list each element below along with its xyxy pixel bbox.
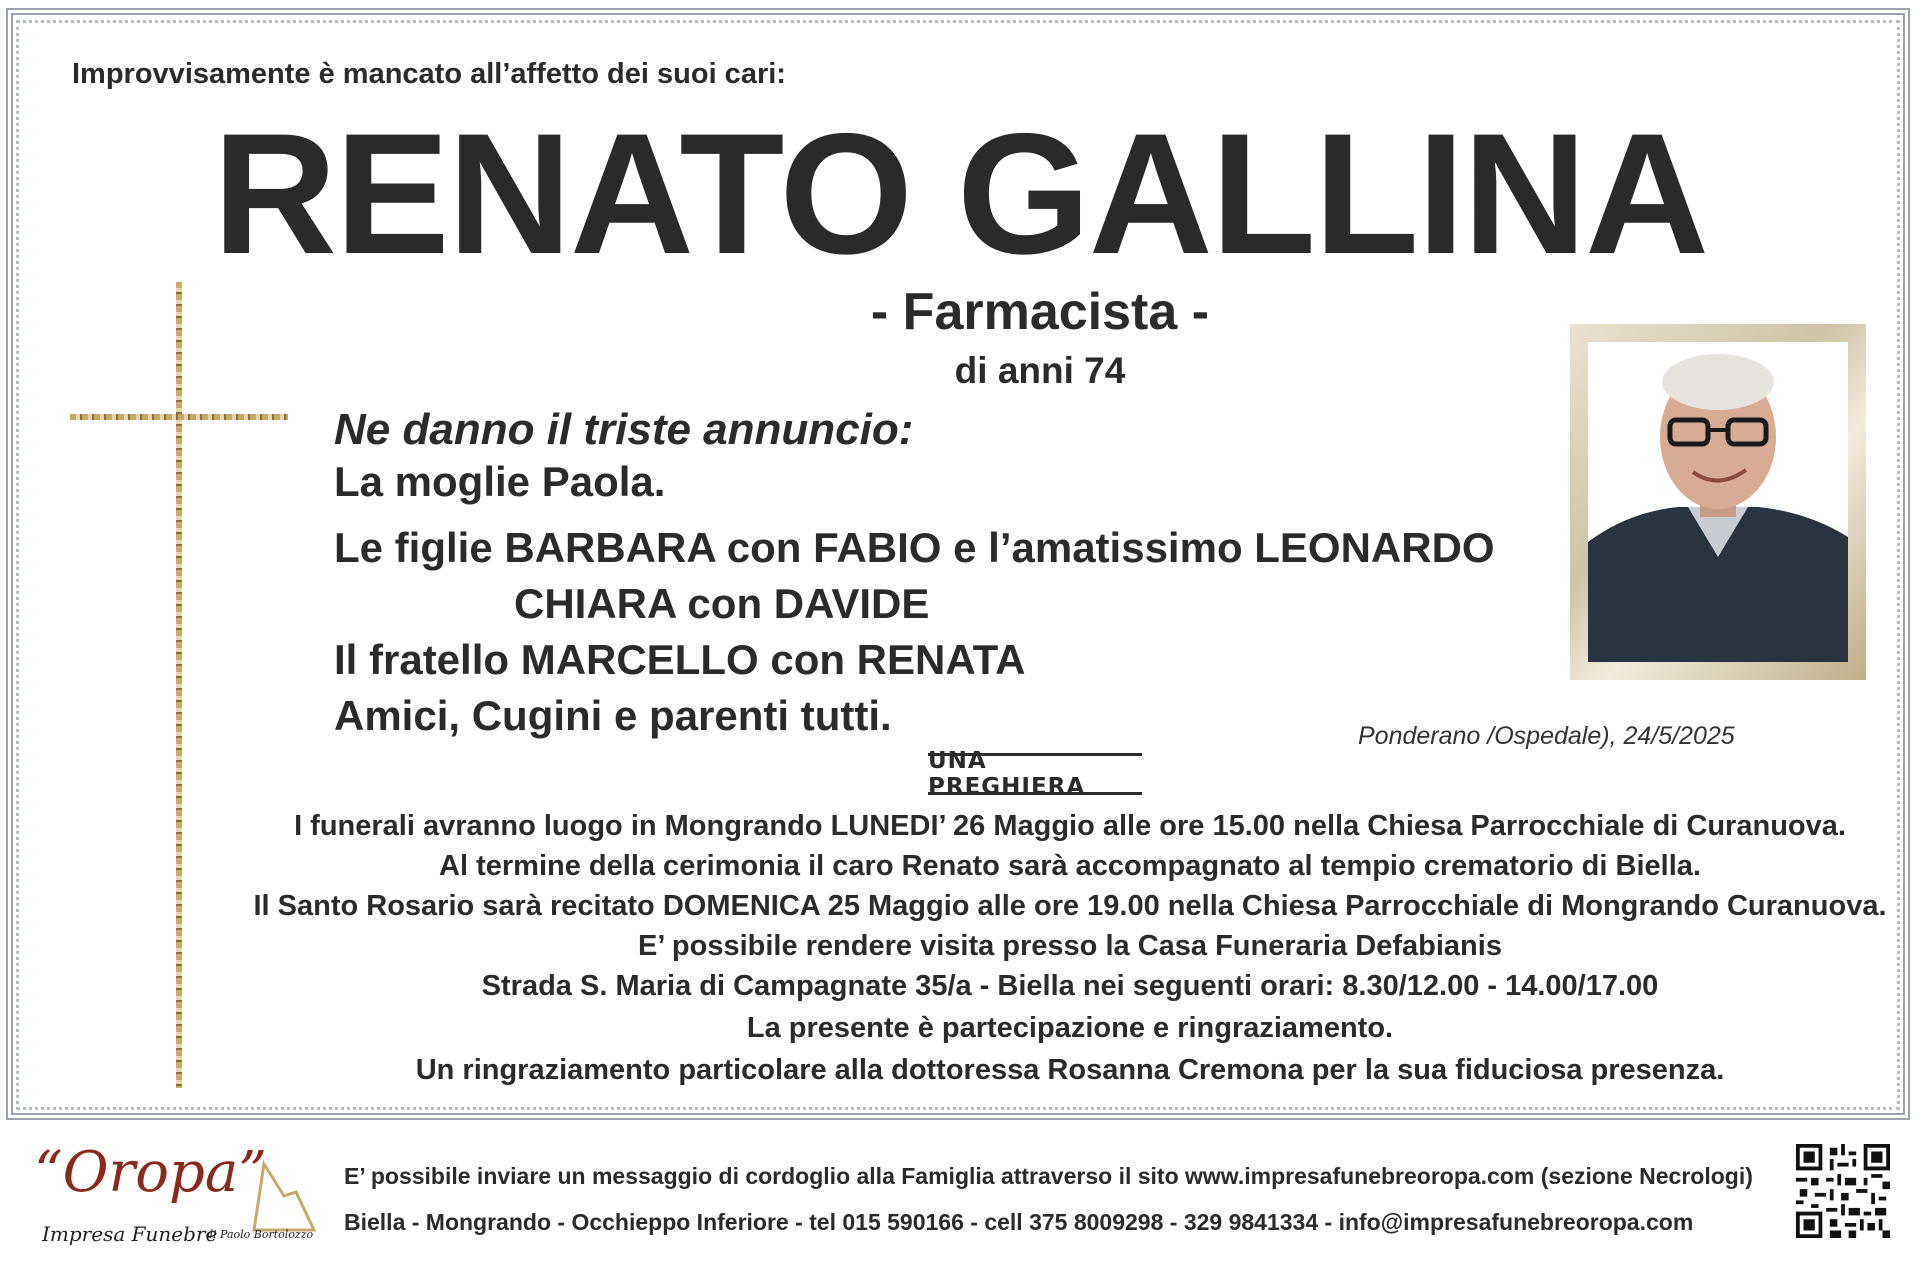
detail-line: Un ringraziamento particolare alla dottoressa Rosanna Cremona per la sua fiduciosa presenza.: [415, 1054, 1725, 1086]
place-date: Ponderano /Ospedale), 24/5/2025: [1358, 722, 1735, 750]
detail-line: La presente è partecipazione e ringraziamento.: [746, 1012, 1394, 1044]
profession: - Farmacista -: [870, 283, 1210, 341]
footer-condolence-text: E’ possibile inviare un messaggio di cordoglio alla Famiglia attraverso il sito www.impresafunebreoropa.com (sezione Necrologi): [344, 1163, 1753, 1189]
prayer-button[interactable]: [928, 748, 1142, 800]
intro-text: Improvvisamente è mancato all’affetto dei suoi cari:: [72, 58, 786, 90]
portrait-photo: [1588, 342, 1848, 662]
family-line: Il fratello MARCELLO con RENATA: [334, 636, 1026, 683]
qr-code-icon[interactable]: [1796, 1141, 1890, 1241]
logo-brand: “Oropa”: [34, 1140, 267, 1205]
family-line: Le figlie BARBARA con FABIO e l’amatissimo LEONARDO: [334, 524, 1495, 571]
detail-line: E’ possibile rendere visita presso la Casa Funeraria Defabianis: [638, 930, 1502, 962]
portrait-photo-frame: [1570, 324, 1866, 680]
detail-line: Strada S. Maria di Campagnate 35/a - Biella nei seguenti orari: 8.30/12.00 - 14.00/17.00: [481, 970, 1659, 1002]
detail-line: I funerali avranno luogo in Mongrando LUNEDI’ 26 Maggio alle ore 15.00 nella Chiesa Parrocchiale di Curanuova.: [294, 810, 1846, 842]
detail-line: Al termine della cerimonia il caro Renato sarà accompagnato al tempio crematorio di Biella.: [439, 850, 1701, 882]
announcement-heading: Ne danno il triste annuncio:: [334, 405, 914, 454]
age: di anni 74: [954, 350, 1126, 391]
family-line: La moglie Paola.: [334, 458, 666, 505]
logo-owner: di Paolo Bortolozzo: [206, 1228, 314, 1241]
family-line: Amici, Cugini e parenti tutti.: [334, 692, 892, 739]
prayer-label: UNA PREGHIERA: [928, 748, 1086, 800]
detail-line: Il Santo Rosario sarà recitato DOMENICA 25 Maggio alle ore 19.00 nella Chiesa Parrocchiale di Mongrando Curanuova.: [253, 890, 1887, 922]
deceased-name: RENATO GALLINA: [212, 98, 1708, 290]
family-line: CHIARA con DAVIDE: [514, 580, 930, 627]
logo-subtitle: Impresa Funebre: [42, 1222, 218, 1246]
company-logo: [34, 1136, 324, 1260]
footer-contacts: Biella - Mongrando - Occhieppo Inferiore - tel 015 590166 - cell 375 8009298 - 329 9841334 - info@impresafunebreoropa.com: [344, 1209, 1694, 1235]
